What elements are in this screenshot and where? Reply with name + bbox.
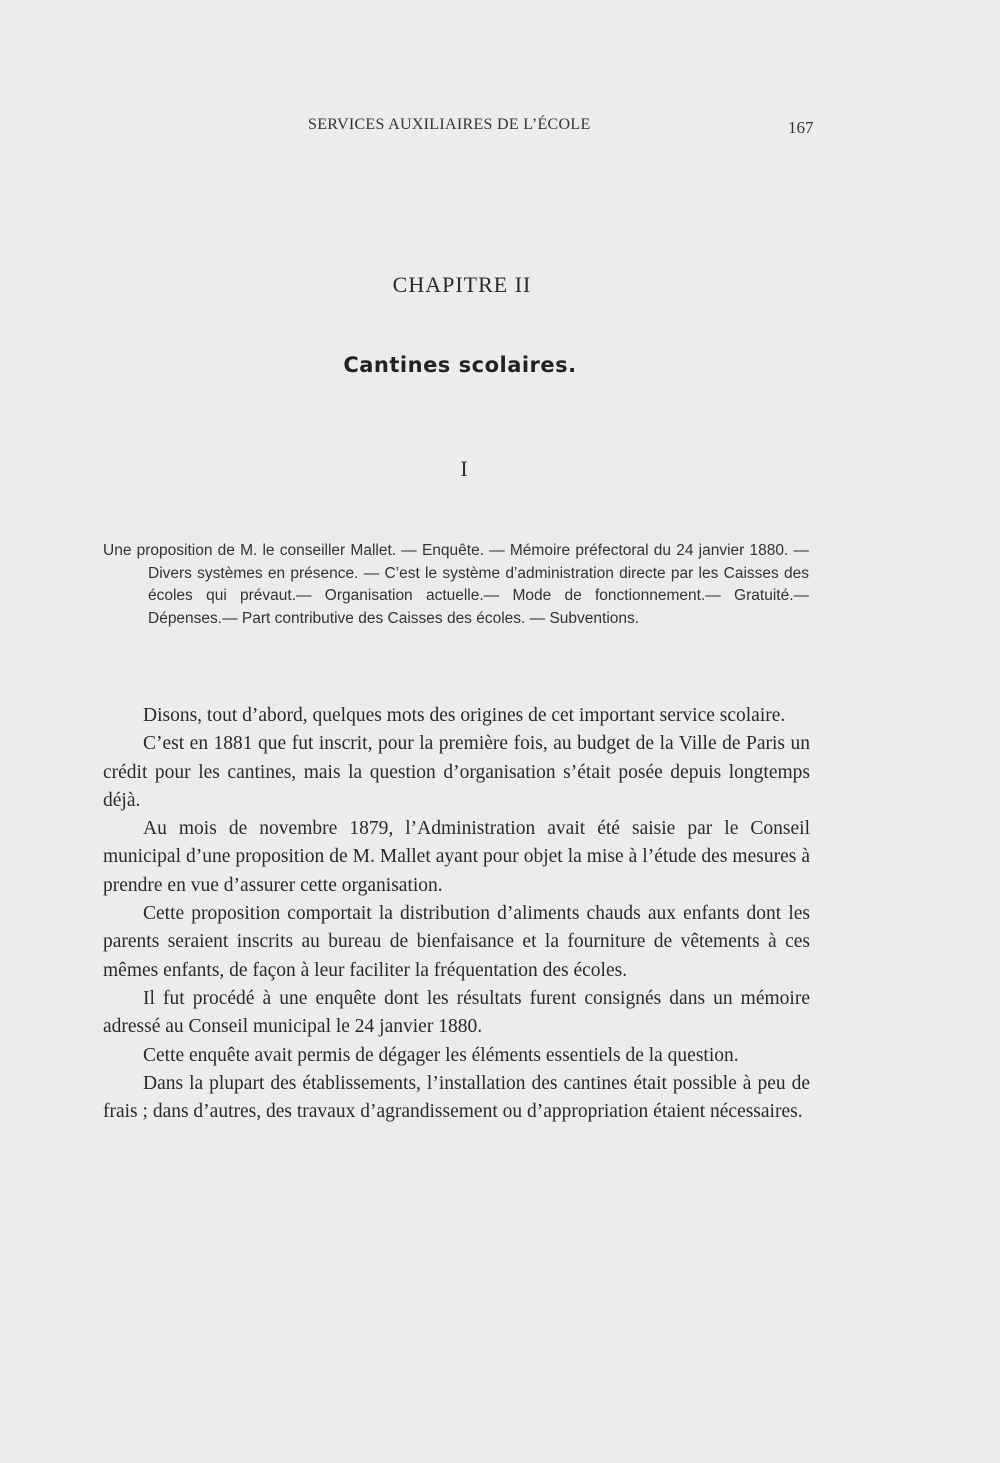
summary-text: Une proposition de M. le conseiller Mallet. — Enquête. — Mémoire préfectoral du 24 janvier 1880. — Divers systèmes en présence. — C’est le système d’administration directe par les Caisses des écoles qui prévaut.— Organisation actuelle.— Mode de fonctionnement.— Gratuité.— Dépenses.— Part contributive des Caisses des écoles. — Subventions. — [103, 542, 809, 627]
paragraph: Il fut procédé à une enquête dont les résultats furent consignés dans un mémoire adressé au Conseil municipal le 24 janvier 1880. — [103, 987, 810, 1038]
part-number: I — [460, 456, 468, 481]
paragraph: Au mois de novembre 1879, l’Administration avait été saisie par le Conseil municipal d’une proposition de M. Mallet ayant pour objet la mise à l’étude des mesures à prendre en vue d’assurer cette organisation. — [103, 818, 810, 896]
paragraph: Dans la plupart des établissements, l’installation des cantines était possible à peu de frais ; dans d’autres, des travaux d’agrandissement ou d’appropriation étaient nécessaires. — [103, 1072, 810, 1123]
running-head: SERVICES AUXILIAIRES DE L’ÉCOLE — [308, 116, 591, 133]
paragraph: Cette enquête avait permis de dégager les éléments essentiels de la question. — [143, 1044, 739, 1066]
paragraph: C’est en 1881 que fut inscrit, pour la première fois, au budget de la Ville de Paris un crédit pour les cantines, mais la question d’organisation s’était posée depuis longtemps déjà. — [103, 733, 810, 811]
paragraph: Cette proposition comportait la distribution d’aliments chauds aux enfants dont les parents seraient inscrits au bureau de bienfaisance et la fourniture de vêtements à ces mêmes enfants, de façon à leur faciliter la fréquentation des écoles. — [103, 903, 810, 981]
chapter-summary — [103, 540, 809, 630]
body-text — [103, 702, 810, 1126]
section-title: Cantines scolaires. — [343, 353, 577, 377]
page-number: 167 — [788, 118, 814, 137]
paragraph: Disons, tout d’abord, quelques mots des origines de cet important service scolaire. — [143, 705, 786, 726]
chapter-title: CHAPITRE II — [392, 272, 532, 297]
